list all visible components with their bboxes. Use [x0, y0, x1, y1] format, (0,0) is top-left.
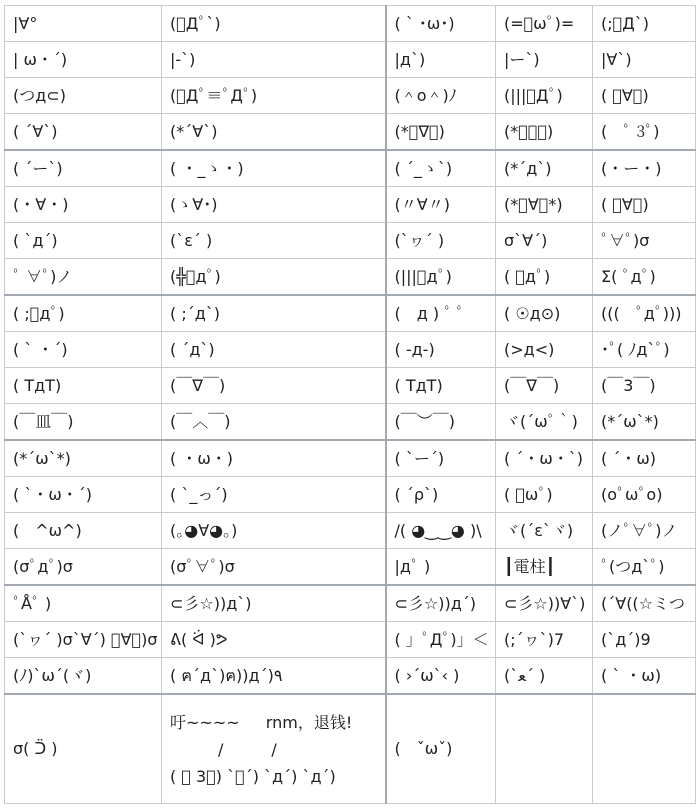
emoticon-cell: (;´ヮ`)7 [496, 622, 593, 658]
emoticon-cell: (＾o＾)ﾉ [386, 78, 496, 114]
emoticon-cell: ⊂彡☆))д`) [162, 585, 386, 622]
emoticon-cell: (*´ω`*) [5, 440, 162, 477]
emoticon-cell: (つд⊂) [5, 78, 162, 114]
emoticon-cell: ( ;´д`) [162, 295, 386, 332]
table-row [5, 295, 696, 332]
emoticon-cell: ヾ(´ωﾟ｀) [496, 404, 593, 441]
emoticon-cell: |дﾟ ) [386, 549, 496, 586]
emoticon-cell: ( ˇωˇ) [386, 694, 496, 804]
emoticon-cell: ( ・ω・) [162, 440, 386, 477]
art-line: ( ﾟ 3ﾟ) `ー´) `д´) `д´) [170, 766, 336, 786]
emoticon-cell: (|||ﾟдﾟ) [386, 259, 496, 296]
emoticon-cell: (>д<) [496, 332, 593, 368]
table-row [5, 332, 696, 368]
emoticon-cell: ･ﾟ( ﾉд`ﾟ) [593, 332, 696, 368]
emoticon-cell: ⊂彡☆))д´) [386, 585, 496, 622]
emoticon-cell: |д`) [386, 42, 496, 78]
table-row [5, 477, 696, 513]
emoticon-cell: ( TдT) [386, 368, 496, 404]
emoticon-cell: (`ヮ´ ) [386, 223, 496, 259]
emoticon-cell: ( ﾟ∀。) [593, 187, 696, 223]
emoticon-cell: ( ` ･ω･) [386, 6, 496, 42]
emoticon-cell: ( ﾟдﾟ) [496, 259, 593, 296]
emoticon-cell: ( ﾟ 3ﾟ) [593, 114, 696, 151]
emoticon-cell: (・∀・) [5, 187, 162, 223]
emoticon-cell: ( ^ω^) [5, 513, 162, 549]
art-line: / / [170, 739, 277, 759]
emoticon-cell: ┃電柱┃ [496, 549, 593, 586]
emoticon-art-cell [162, 694, 386, 804]
table-row [5, 513, 696, 549]
emoticon-cell: (=ﾟωﾟ)= [496, 6, 593, 42]
emoticon-cell: ( ☉д⊙) [496, 295, 593, 332]
emoticon-cell: (´∀((☆ミつ [593, 585, 696, 622]
emoticon-table [4, 5, 696, 804]
table-row [5, 368, 696, 404]
table-row [5, 223, 696, 259]
emoticon-cell: ( `ー´) [386, 440, 496, 477]
emoticon-cell: (`ﻌ´ ) [496, 658, 593, 695]
emoticon-cell: (・ー・) [593, 150, 696, 187]
emoticon-cell: ( ;ﾟдﾟ) [5, 295, 162, 332]
emoticon-cell: |-`) [162, 42, 386, 78]
emoticon-cell: /( ◕‿‿◕ )\ [386, 513, 496, 549]
emoticon-cell: (σﾟдﾟ)σ [5, 549, 162, 586]
table-row [5, 259, 696, 296]
emoticon-cell: ( `・ω・´) [5, 477, 162, 513]
table-row [5, 42, 696, 78]
emoticon-cell: ⊂彡☆))∀`) [496, 585, 593, 622]
emoticon-cell: (￣皿￣) [5, 404, 162, 441]
art-line: 吁~~~~ rnm，退钱! [170, 712, 353, 732]
emoticon-cell: ( ´・ω・`) [496, 440, 593, 477]
emoticon-cell [593, 694, 696, 804]
table-row [5, 114, 696, 151]
table-row [5, 585, 696, 622]
emoticon-cell: (*´ω`*) [593, 404, 696, 441]
emoticon-cell: (`д´)9 [593, 622, 696, 658]
table-row [5, 549, 696, 586]
emoticon-cell: ( TдT) [5, 368, 162, 404]
emoticon-cell: | ω・´) [5, 42, 162, 78]
emoticon-cell: (*´∀`) [162, 114, 386, 151]
table-row [5, 694, 696, 804]
emoticon-cell: ( ´∀`) [5, 114, 162, 151]
emoticon-cell: ( ´д`) [162, 332, 386, 368]
emoticon-cell: ( `_っ´) [162, 477, 386, 513]
emoticon-cell: ( ﾟ∀ﾟ) [593, 78, 696, 114]
emoticon-cell: ( `д´) [5, 223, 162, 259]
table-row [5, 6, 696, 42]
emoticon-cell: (ﾟДﾟ≡ﾟДﾟ) [162, 78, 386, 114]
table-row [5, 187, 696, 223]
emoticon-cell: ヾ(´ε`ヾ) [496, 513, 593, 549]
emoticon-cell: ﾟ ∀ﾟ)ノ [5, 259, 162, 296]
emoticon-cell: |∀`) [593, 42, 696, 78]
emoticon-cell: ( 」ﾟДﾟ)」＜ [386, 622, 496, 658]
emoticon-cell: (╬ﾟдﾟ) [162, 259, 386, 296]
emoticon-cell: (`ε´ ) [162, 223, 386, 259]
table-row [5, 440, 696, 477]
emoticon-cell: (`ヮ´ )σ`∀´) ﾟ∀ﾟ)σ [5, 622, 162, 658]
emoticon-cell: ( ﾟωﾟ) [496, 477, 593, 513]
emoticon-cell: (〃∀〃) [386, 187, 496, 223]
emoticon-cell: |∀° [5, 6, 162, 42]
emoticon-cell: ( д ) ﾟ ﾟ [386, 295, 496, 332]
emoticon-cell: (σﾟ∀ﾟ)σ [162, 549, 386, 586]
emoticon-cell: ( ´・ω) [593, 440, 696, 477]
table-row [5, 150, 696, 187]
emoticon-cell: ( ` ・ω) [593, 658, 696, 695]
emoticon-cell: ᕕ( ᐛ )ᕗ [162, 622, 386, 658]
emoticon-cell: ﾟÅﾟ ) [5, 585, 162, 622]
emoticon-table-body [5, 6, 696, 804]
emoticon-cell: (*´д`) [496, 150, 593, 187]
table-row [5, 78, 696, 114]
emoticon-cell: (ﾉ)`ω´(ヾ) [5, 658, 162, 695]
emoticon-cell: (￣︿￣) [162, 404, 386, 441]
emoticon-cell: ﾟ(つд`ﾟ) [593, 549, 696, 586]
table-row [5, 658, 696, 695]
table-row [5, 622, 696, 658]
emoticon-cell: ( -д-) [386, 332, 496, 368]
emoticon-cell: (￣∇￣) [496, 368, 593, 404]
emoticon-cell: (￣3￣) [593, 368, 696, 404]
emoticon-cell: (;ﾟД`) [593, 6, 696, 42]
emoticon-cell: (ﾟДﾟ`) [162, 6, 386, 42]
emoticon-cell: (oﾟωﾟo) [593, 477, 696, 513]
emoticon-cell: (*ﾟーﾟ) [496, 114, 593, 151]
emoticon-cell: Σ( ﾟдﾟ) [593, 259, 696, 296]
emoticon-cell: ( ´_ゝ`) [386, 150, 496, 187]
emoticon-cell: (｡◕∀◕｡) [162, 513, 386, 549]
emoticon-cell [496, 694, 593, 804]
emoticon-cell: ( ` ・´) [5, 332, 162, 368]
emoticon-cell: ( ´ρ`) [386, 477, 496, 513]
emoticon-cell: ﾟ∀ﾟ)σ [593, 223, 696, 259]
emoticon-cell: ( ›´ω`‹ ) [386, 658, 496, 695]
emoticon-cell: ( ´ー`) [5, 150, 162, 187]
emoticon-cell: (ゝ∀･) [162, 187, 386, 223]
emoticon-cell: σ`∀´) [496, 223, 593, 259]
emoticon-cell: (￣︶￣) [386, 404, 496, 441]
emoticon-cell: |ー`) [496, 42, 593, 78]
table-row [5, 404, 696, 441]
emoticon-cell: (*ﾟ∇ﾟ) [386, 114, 496, 151]
emoticon-cell: (*ﾟ∀ﾟ*) [496, 187, 593, 223]
emoticon-cell: ( ・_ゝ・) [162, 150, 386, 187]
emoticon-cell: ((( ﾟдﾟ))) [593, 295, 696, 332]
emoticon-cell: (|||ﾟДﾟ) [496, 78, 593, 114]
emoticon-cell: σ( ᑒ ) [5, 694, 162, 804]
emoticon-cell: (ノﾟ∀ﾟ)ノ [593, 513, 696, 549]
emoticon-cell: (￣∇￣) [162, 368, 386, 404]
emoticon-cell: ( ฅ´д`)ฅ))д´)٩ [162, 658, 386, 695]
